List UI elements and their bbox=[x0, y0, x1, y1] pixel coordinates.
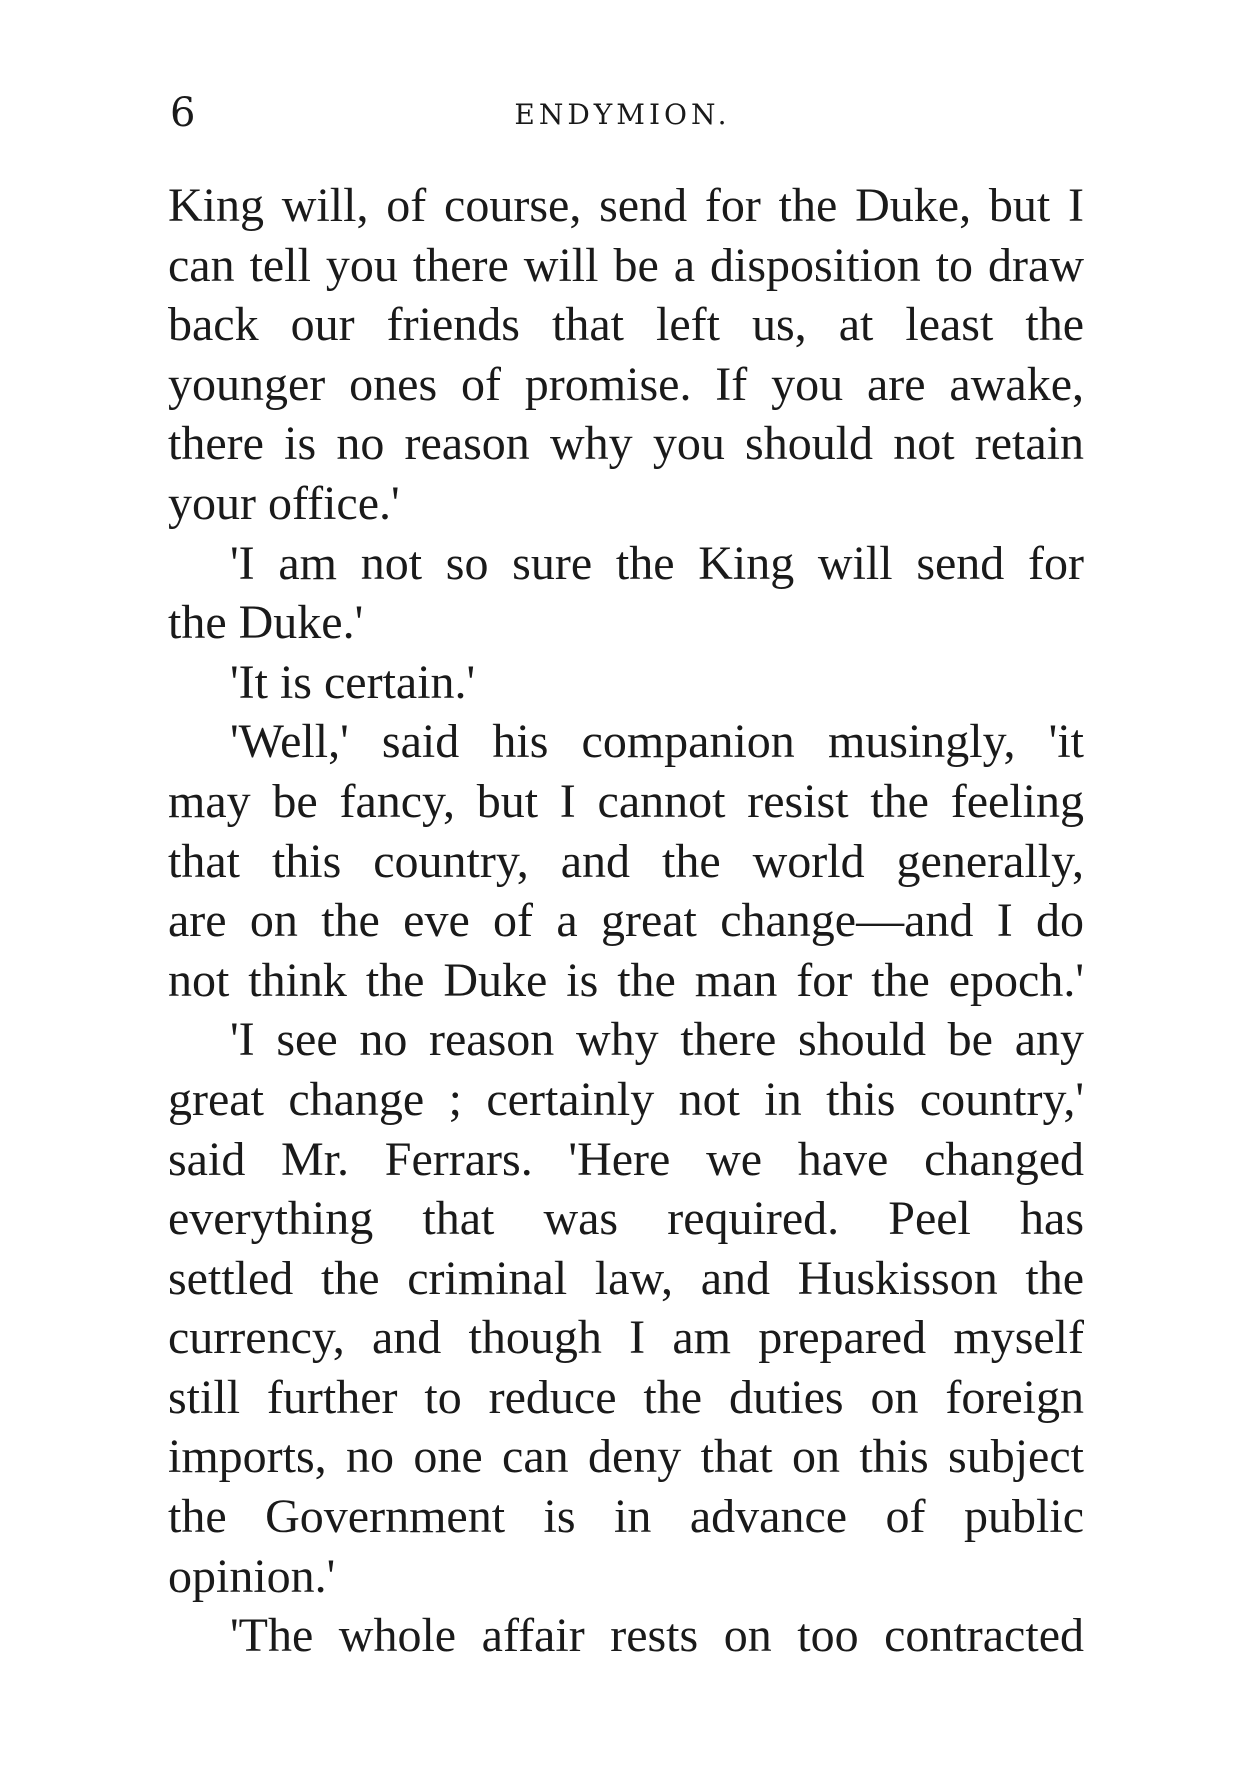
text-line: great change ; certainly not in this country,' bbox=[168, 1072, 1084, 1126]
text-line: your office.' bbox=[168, 476, 400, 530]
text-line: everything that was required. Peel has bbox=[168, 1192, 1084, 1246]
text-line: settled the criminal law, and Huskisson the bbox=[168, 1251, 1084, 1305]
text-line: there is no reason why you should not retain bbox=[168, 417, 1084, 471]
text-line: 'It is certain.' bbox=[230, 655, 476, 709]
page-header bbox=[160, 88, 1085, 138]
text-line: can tell you there will be a disposition to draw bbox=[168, 238, 1084, 292]
text-line: are on the eve of a great change—and I do bbox=[168, 894, 1084, 948]
text-line: 'I see no reason why there should be any bbox=[230, 1013, 1084, 1067]
text-line: currency, and though I am prepared myself bbox=[168, 1311, 1084, 1365]
text-line: opinion.' bbox=[168, 1549, 336, 1603]
running-title: ENDYMION. bbox=[514, 98, 731, 131]
text-line: imports, no one can deny that on this subject bbox=[168, 1430, 1084, 1484]
text-line: back our friends that left us, at least the bbox=[168, 298, 1084, 352]
text-line: King will, of course, send for the Duke, but I bbox=[168, 179, 1084, 232]
text-line: may be fancy, but I cannot resist the feeling bbox=[168, 774, 1084, 828]
text-line: 'Well,' said his companion musingly, 'it bbox=[230, 715, 1084, 769]
text-line: that this country, and the world generally, bbox=[168, 834, 1084, 888]
page-number: 6 bbox=[170, 90, 196, 136]
text-line: younger ones of promise. If you are awake, bbox=[168, 357, 1084, 411]
text-line: not think the Duke is the man for the epoch.' bbox=[168, 953, 1084, 1007]
body-text bbox=[168, 176, 1084, 1666]
text-line: the Government is in advance of public bbox=[168, 1490, 1084, 1544]
text-line: the Duke.' bbox=[168, 596, 364, 650]
text-line: 'I am not so sure the King will send for bbox=[230, 536, 1084, 590]
text-line: still further to reduce the duties on foreign bbox=[168, 1370, 1084, 1424]
text-line: said Mr. Ferrars. 'Here we have changed bbox=[168, 1132, 1084, 1186]
text-line: 'The whole affair rests on too contracted bbox=[230, 1609, 1084, 1663]
